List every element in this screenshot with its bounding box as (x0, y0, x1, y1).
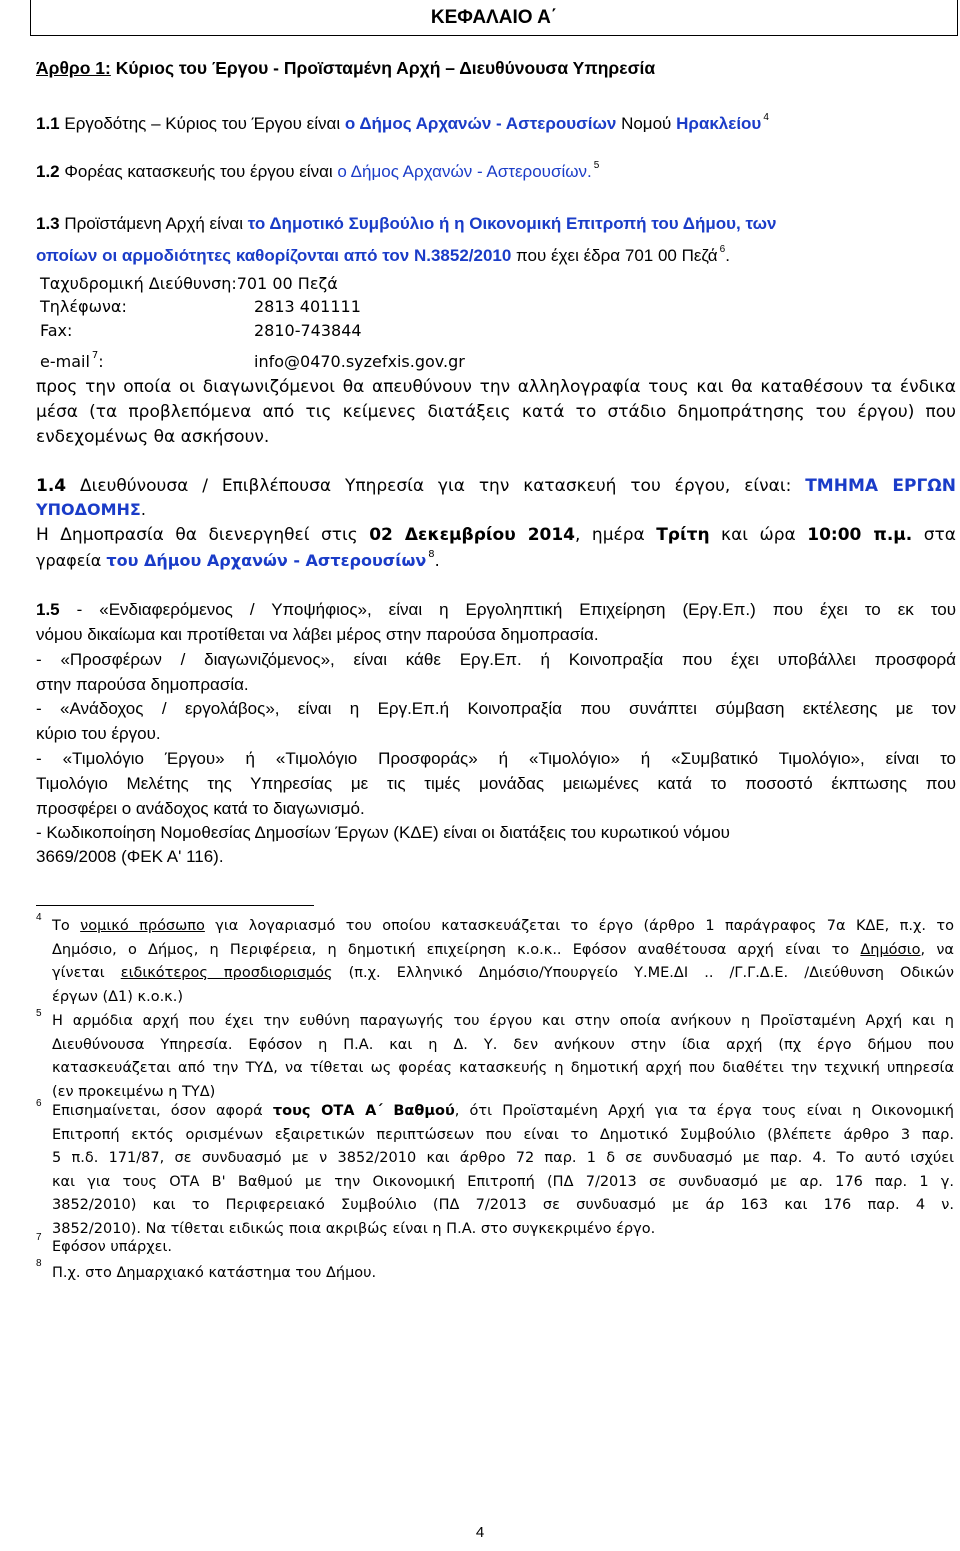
footnote-underlined: Δημόσιο (860, 941, 921, 958)
section-1-5-line-7: - «Τιμολόγιο Έργου» ή «Τιμολόγιο Προσφοράς» ή «Τιμολόγιο» ή «Συμβατικό Τιμολόγιο», είναι το (36, 749, 956, 768)
phone-label: Τηλέφωνα: (40, 297, 127, 316)
section-1-5-line-11: 3669/2008 (ΦΕΚ Α' 116). (36, 847, 224, 866)
address-label-text: Ταχυδρομική Διεύθυνση: (40, 274, 237, 293)
footnote-4 (52, 915, 954, 1009)
section-1-5-line-3: - «Προσφέρων / διαγωνιζόμενος», είναι κάθε Εργ.Επ. ή Κοινοπραξία που έχει υποβάλλει προσφορά (36, 650, 956, 669)
section-1-3-line-1 (36, 214, 776, 234)
section-text: Φορέας κατασκευής του έργου είναι (59, 162, 338, 181)
footnote-row: Π.χ. στο Δημαρχιακό κατάστημα του Δήμου. (52, 1265, 377, 1281)
footnote-row (52, 1100, 954, 1124)
section-number: 1.5 (36, 600, 60, 619)
footnote-bold: τους ΟΤΑ Α΄ Βαθμού (272, 1103, 455, 1119)
footnote-underlined: νομικό πρόσωπο (80, 918, 205, 934)
footnote-row: Διευθύνουσα Υπηρεσία. Εφόσον η Π.Α. και η Δ. Υ. δεν ανήκουν στην ίδια αρχή (πχ έργο δήμου που (52, 1036, 954, 1053)
section-1-2 (36, 162, 599, 182)
section-1-4-line-1 (36, 476, 956, 496)
footnote-7 (52, 1236, 954, 1260)
footnote-underlined: ειδικότερος προσδιορισμός (120, 965, 333, 981)
footnote-text: , ότι Προϊσταμένη Αρχή για τα έργα τους είναι η Οικονομική (454, 1103, 954, 1119)
footnote-row: Η αρμόδια αρχή που έχει την ευθύνη παραγωγής του έργου και στην οποία ανήκουν η Προϊσταμένη Αρχή και η (52, 1013, 954, 1029)
email-colon: : (98, 352, 104, 371)
footnote-text: , να (920, 941, 954, 958)
footnote-separator (36, 905, 314, 906)
email-label: e-mail (40, 352, 90, 371)
prefecture-name: Ηρακλείου (676, 114, 762, 133)
service-name: ΤΜΗΜΑ ΕΡΓΩΝ (805, 476, 956, 496)
fax-label: Fax: (40, 321, 73, 340)
offers-paragraph-line-1: προς την οποία οι διαγωνιζόμενοι θα απευθύνουν την αλληλογραφία τους και θα καταθέσουν τα ένδικα (36, 377, 956, 397)
authority-text: οποίων οι αρμοδιότητες καθορίζονται από τον Ν.3852/2010 (36, 246, 512, 265)
footnote-number: 5 (36, 1008, 42, 1019)
section-1-5-line-10: - Κωδικοποίηση Νομοθεσίας Δημοσίων Έργων (ΚΔΕ) είναι οι διατάξεις του κυρωτικού νόμου (36, 823, 730, 842)
footnote-ref: 4 (763, 112, 769, 123)
footnote-ref: 5 (593, 160, 600, 171)
section-text: , ημέρα (575, 525, 657, 545)
footnote-row: και για τους ΟΤΑ Β' Βαθμού με την Οικονομική Επιτροπή (ΠΔ 7/2013 σε συνδυασμό με αρ. 176 παρ. 1 γ. (52, 1173, 954, 1190)
section-text: . (434, 551, 440, 570)
footnote-6 (52, 1100, 954, 1241)
footnote-row: κατασκευάζεται από την ΤΥΔ, να τίθεται ως φορέας κατασκευής η δημοτική αρχή που διαθέτει την τεχνική υπηρεσία (52, 1060, 954, 1076)
section-number: 1.1 (36, 114, 60, 133)
offers-paragraph-line-2: μέσα (τα προβλεπόμενα από τις κείμενες διατάξεις κατά το στάδιο δημοπράτησης του έργου) που (36, 402, 956, 422)
auction-date: 02 Δεκεμβρίου 2014 (369, 525, 576, 545)
section-1-4-line-2 (36, 500, 146, 519)
section-1-5-line-5: - «Ανάδοχος / εργολάβος», είναι η Εργ.Επ.ή Κοινοπραξία που συνάπτει σύμβαση εκτέλεσης με τον (36, 699, 956, 718)
service-name: ΥΠΟΔΟΜΗΣ (36, 500, 141, 519)
auction-day: Τρίτη (656, 525, 710, 545)
office-line (36, 551, 440, 570)
page-number: 4 (475, 1524, 485, 1541)
section-text: . (140, 500, 146, 519)
section-text: και ώρα (709, 525, 808, 545)
section-1-5-line-1 (36, 600, 956, 620)
footnote-ref: 7 (91, 350, 99, 361)
section-number: 1.2 (36, 162, 60, 181)
section-text: γραφεία (36, 551, 107, 570)
footnote-text: γίνεται (52, 965, 121, 981)
section-text: . (725, 246, 730, 265)
section-text: - «Ενδιαφερόμενος / Υποψήφιος», είναι η Εργοληπτική Επιχείρηση (Εργ.Επ.) που έχει το εκ του (59, 600, 956, 619)
footnote-row: Εφόσον υπάρχει. (52, 1239, 172, 1255)
address-value: 701 00 Πεζά (236, 274, 338, 293)
footnote-ref: 8 (428, 549, 435, 560)
footnote-row (52, 962, 954, 986)
article-title: Κύριος του Έργου - Προϊσταμένη Αρχή – Διευθύνουσα Υπηρεσία (110, 58, 656, 78)
owner-name: ο Δήμος Αρχανών - Αστερουσίων (344, 114, 617, 133)
footnote-number: 4 (36, 912, 42, 923)
section-1-3-line-2 (36, 246, 730, 266)
email-label-group (40, 352, 104, 371)
section-1-5-line-4: στην παρούσα δημοπρασία. (36, 675, 249, 694)
office-name: του Δήμου Αρχανών - Αστερουσίων (106, 551, 427, 570)
chapter-title: ΚΕΦΑΛΑΙΟ Α΄ (430, 6, 558, 28)
section-text: Νομού (616, 114, 677, 133)
section-1-5-line-8: Τιμολόγιο Μελέτης της Υπηρεσίας με τις τιμές μονάδας μειωμένες κατά το ποσοστό έκπτωσης που (36, 774, 956, 793)
article-heading (36, 58, 655, 79)
section-text: Προϊστάμενη Αρχή είναι (59, 214, 248, 233)
footnote-row (52, 939, 954, 963)
address-label (40, 274, 338, 293)
section-1-1 (36, 114, 769, 134)
chapter-header (30, 0, 958, 36)
footnote-row: 3852/2010). Να τίθεται ειδικώς ποια ακριβώς είναι η Π.Α. στο συγκεκριμένο έργο. (52, 1220, 656, 1237)
auction-time: 10:00 π.μ. (807, 525, 913, 545)
section-1-5-line-2: νόμου δικαίωμα και προτίθεται να λάβει μέρος στην παρούσα δημοπρασία. (36, 625, 599, 644)
footnote-row: 3852/2010) και το Περιφερειακό Συμβούλιο (ΠΔ 7/2013 σε συνδυασμό με άρ 163 και 176 παρ. 4 ν. (52, 1197, 954, 1213)
footnote-row: (εν προκειμένω η ΤΥΔ) (52, 1083, 216, 1100)
article-number: Άρθρο 1: (36, 58, 111, 78)
section-1-5-line-9: προσφέρει ο ανάδοχος κατά το διαγωνισμό. (36, 799, 365, 818)
auction-line (36, 525, 956, 545)
footnote-row: Επιτροπή εκτός ορισμένων εξαιρετικών περιπτώσεων που είναι το Δημοτικό Συμβούλιο (βλέπετε άρθρο 3 παρ. (52, 1126, 954, 1143)
footnote-text: Επισημαίνεται, όσον αφορά (52, 1103, 273, 1119)
phone-value: 2813 401111 (254, 297, 361, 316)
footnote-5 (52, 1010, 954, 1104)
footnote-text: (π.χ. Ελληνικό Δημόσιο/Υπουργείο Υ.ΜΕ.ΔΙ .. /Γ.Γ.Δ.Ε. /Διεύθυνση Οδικών (332, 965, 954, 981)
footnote-row: 5 π.δ. 171/87, σε συνδυασμό με ν 3852/2010 και άρθρο 72 παρ. 1 δ σε συνδυασμό με παρ. 4. Το αυτό ισχύει (52, 1150, 954, 1166)
footnote-text: Δημόσιο, ο Δήμος, η Περιφέρεια, η δημοτική επιχείρηση κ.ο.κ.. Εφόσον αναθέτουσα αρχή είναι το (52, 941, 861, 958)
footnote-row (52, 915, 954, 939)
section-text: Διευθύνουσα / Επιβλέπουσα Υπηρεσία για την κατασκευή του έργου, είναι: (66, 476, 806, 496)
section-number: 1.3 (36, 214, 60, 233)
offers-paragraph-line-3: ενδεχομένως θα ασκήσουν. (36, 427, 270, 447)
authority-text: το Δημοτικό Συμβούλιο ή η Οικονομική Επιτροπή του Δήμου, των (247, 214, 777, 233)
section-number: 1.4 (36, 476, 67, 496)
footnote-8 (52, 1262, 954, 1286)
fax-value: 2810-743844 (254, 321, 362, 340)
footnote-number: 6 (36, 1098, 42, 1109)
footnote-text: Το (52, 918, 81, 934)
footnote-text: για λογαριασμό του οποίου κατασκευάζεται το έργο (άρθρο 1 παράγραφος 7α ΚΔΕ, π.χ. το (204, 918, 954, 934)
construction-body: ο Δήμος Αρχανών - Αστερουσίων. (337, 162, 592, 181)
footnote-row: έργων (Δ1) κ.ο.κ.) (52, 988, 183, 1005)
footnote-ref: 6 (719, 244, 726, 255)
footnote-number: 8 (36, 1258, 42, 1269)
section-text: Εργοδότης – Κύριος του Έργου είναι (59, 114, 345, 133)
section-text: Η Δημοπρασία θα διενεργηθεί στις (36, 525, 370, 545)
footnote-number: 7 (36, 1232, 42, 1243)
section-1-5-line-6: κύριο του έργου. (36, 724, 161, 743)
email-value[interactable]: info@0470.syzefxis.gov.gr (254, 352, 465, 371)
section-text: στα (912, 525, 956, 545)
section-text: που έχει έδρα 701 00 Πεζά (511, 246, 718, 265)
